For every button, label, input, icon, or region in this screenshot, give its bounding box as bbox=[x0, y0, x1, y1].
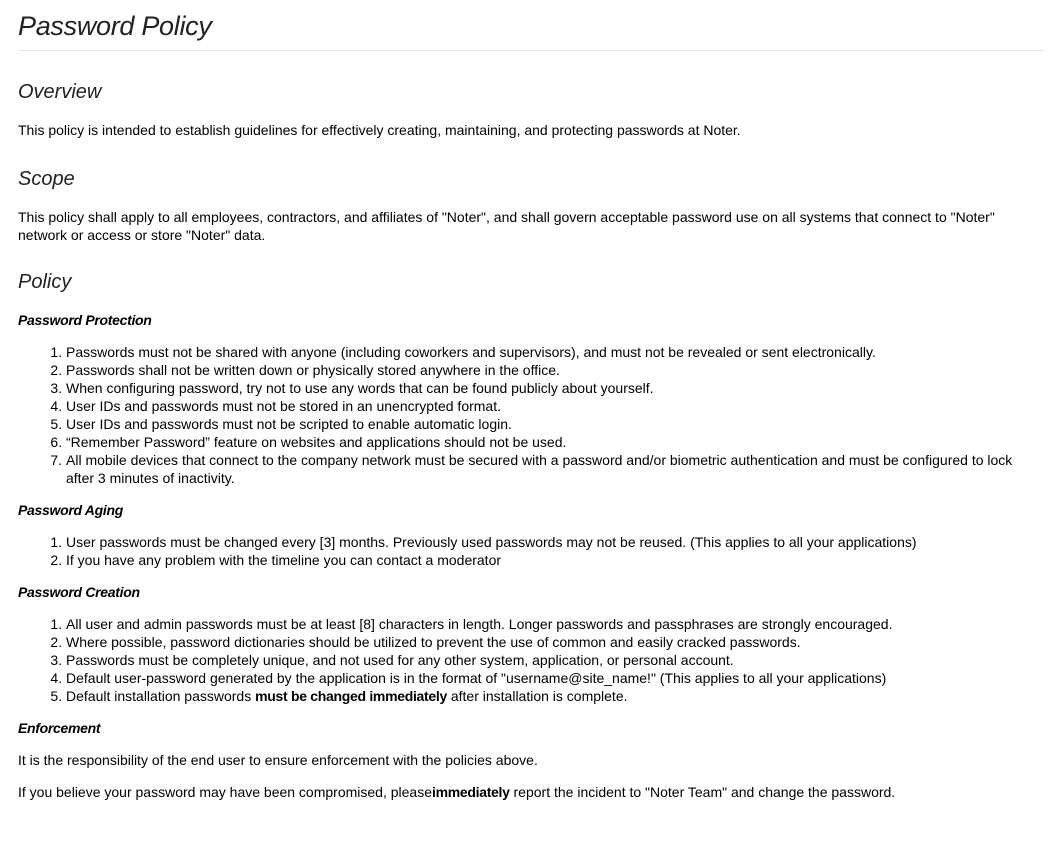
scope-heading: Scope bbox=[18, 168, 75, 190]
enforcement-text: It is the responsibility of the end user to ensure enforcement with the policies above. bbox=[18, 752, 538, 768]
item-text-before: Default installation passwords bbox=[66, 688, 256, 704]
password-aging-heading: Password Aging bbox=[18, 502, 123, 518]
item-text-bold: must be changed immediately bbox=[255, 688, 447, 704]
password-creation-heading: Password Creation bbox=[18, 584, 140, 600]
list-item: 1. User passwords must be changed every [3] months. Previously used passwords may not be reused. (This applies to all your applications) bbox=[66, 533, 1044, 551]
list-item: 7. All mobile devices that connect to the company network must be secured with a password and/or biometric authentication and must be configured to lock after 3 minutes of inactivity. bbox=[66, 451, 1044, 487]
list-item: 3. Passwords must be completely unique, and not used for any other system, application, or personal account. bbox=[66, 651, 1044, 669]
list-item: 2. Where possible, password dictionaries should be utilized to prevent the use of common and easily cracked passwords. bbox=[66, 633, 1044, 651]
compromise-text-after: report the incident to "Noter Team" and change the password. bbox=[509, 784, 896, 800]
list-item: 1. Passwords must not be shared with anyone (including coworkers and supervisors), and must not be revealed or sent electronically. bbox=[66, 343, 1044, 361]
list-item bbox=[66, 687, 1044, 705]
compromise-text-bold: immediately bbox=[432, 784, 510, 800]
list-item: 4. Default user-password generated by the application is in the format of "username@site_name!" (This applies to all your applications) bbox=[66, 669, 1044, 687]
list-item: 6. “Remember Password” feature on websites and applications should not be used. bbox=[66, 433, 1044, 451]
list-item: 3. When configuring password, try not to use any words that can be found publicly about yourself. bbox=[66, 379, 1044, 397]
page-title: Password Policy bbox=[18, 0, 1044, 51]
list-item: 2. Passwords shall not be written down or physically stored anywhere in the office. bbox=[66, 361, 1044, 379]
policy-heading: Policy bbox=[18, 271, 72, 293]
overview-text: This policy is intended to establish guidelines for effectively creating, maintaining, and protecting passwords at Noter. bbox=[18, 122, 741, 138]
list-item: 5. User IDs and passwords must not be scripted to enable automatic login. bbox=[66, 415, 1044, 433]
list-item: 4. User IDs and passwords must not be stored in an unencrypted format. bbox=[66, 397, 1044, 415]
password-protection-heading: Password Protection bbox=[18, 312, 152, 328]
password-creation-list bbox=[18, 615, 1044, 705]
compromise-text bbox=[18, 783, 1044, 801]
scope-text: This policy shall apply to all employees, contractors, and affiliates of "Noter", and shall govern acceptable password use on all systems that connect to "Noter" network or access or store "Noter" data. bbox=[18, 209, 995, 243]
overview-heading: Overview bbox=[18, 81, 102, 103]
password-aging-list bbox=[18, 533, 1044, 569]
item-text-after: after installation is complete. bbox=[446, 688, 628, 704]
list-item: 1. All user and admin passwords must be at least [8] characters in length. Longer passwords and passphrases are strongly encouraged. bbox=[66, 615, 1044, 633]
compromise-text-before: If you believe your password may have been compromised, please bbox=[18, 784, 432, 800]
password-protection-list bbox=[18, 343, 1044, 487]
list-item: 2. If you have any problem with the timeline you can contact a moderator bbox=[66, 551, 1044, 569]
enforcement-heading: Enforcement bbox=[18, 720, 101, 736]
